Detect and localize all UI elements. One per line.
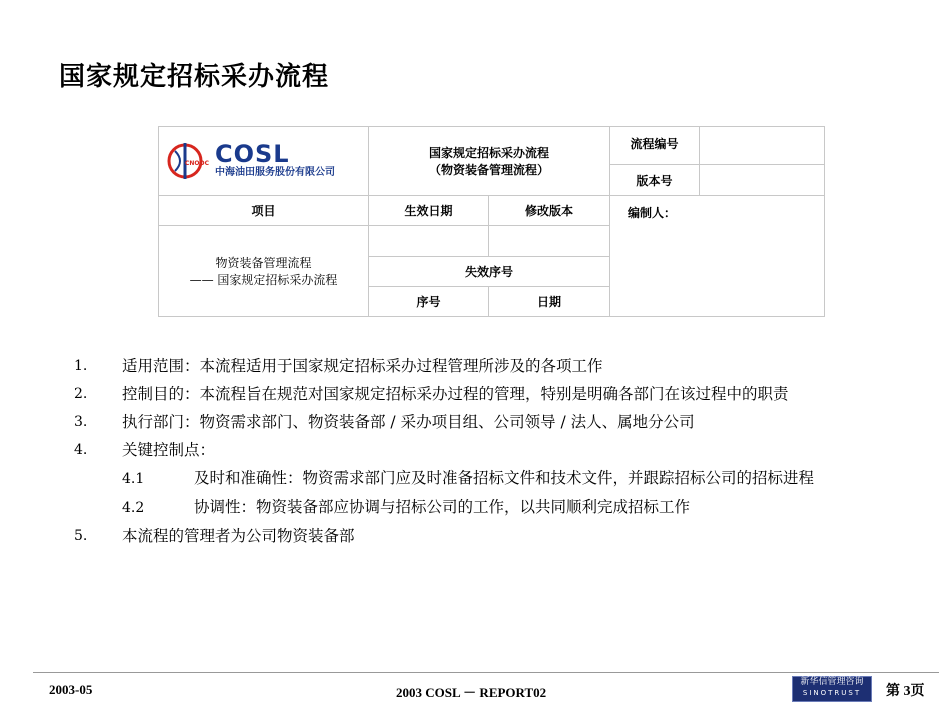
item-name-bold: 物资装备管理流程 — [215, 256, 312, 270]
sinotrust-logo-en: SINOTRUST — [802, 689, 862, 697]
revision-label: 修改版本 — [489, 196, 610, 226]
logo-cnooc-text: CNOOC — [185, 160, 210, 167]
item-name-cell — [159, 226, 369, 317]
list-subitem — [74, 466, 894, 491]
list-item — [74, 382, 894, 406]
list-item-number: 1. — [74, 358, 88, 374]
list-item — [74, 410, 894, 434]
sinotrust-logo-cn: 新华信管理咨询 — [800, 677, 864, 687]
flow-title-line2: （物资装备管理流程） — [429, 163, 550, 177]
sinotrust-logo — [792, 676, 872, 702]
list-item — [74, 354, 894, 378]
flow-title-cell — [369, 127, 610, 196]
list-item-text: 协调性：物资装备部应协调与招标公司的工作，以共同顺利完成招标工作 — [194, 498, 691, 516]
revision-value — [489, 226, 610, 257]
list-item-text: 本流程的管理者为公司物资装备部 — [122, 527, 355, 545]
list-item-number: 2. — [74, 386, 88, 402]
date-label: 日期 — [489, 287, 610, 317]
list-item-number: 4.1 — [122, 471, 145, 487]
item-name-sub: —— 国家规定招标采办流程 — [189, 273, 338, 287]
flow-number-value — [700, 127, 825, 165]
author-label: 编制人： — [610, 196, 825, 317]
logo-company-name: 中海油田服务股份有限公司 — [215, 167, 335, 178]
list-item-text: 适用范围：本流程适用于国家规定招标采办过程管理所涉及的各项工作 — [122, 357, 603, 375]
effective-date-value — [369, 226, 489, 257]
effective-date-label: 生效日期 — [369, 196, 489, 226]
item-label: 项目 — [159, 196, 369, 226]
list-item-number: 5. — [74, 528, 88, 544]
list-item-number: 4.2 — [122, 500, 145, 516]
list-item-text: 及时和准确性：物资需求部门应及时准备招标文件和技术文件，并跟踪招标公司的招标进程 — [194, 469, 815, 487]
footer-divider — [33, 672, 939, 673]
list-item-number: 3. — [74, 414, 88, 430]
content-list — [74, 354, 894, 552]
list-item-text: 控制目的：本流程旨在规范对国家规定招标采办过程的管理，特别是明确各部门在该过程中的职责 — [122, 385, 789, 403]
cosl-logo-icon — [165, 139, 213, 183]
version-label: 版本号 — [610, 165, 700, 196]
version-value — [700, 165, 825, 196]
footer-report-id: 2003 COSL － REPORT02 — [396, 685, 547, 700]
flow-number-label: 流程编号 — [610, 127, 700, 165]
list-item-number: 4. — [74, 442, 88, 458]
flow-title-line1: 国家规定招标采办流程 — [429, 146, 550, 160]
list-item-text: 执行部门：物资需求部门、物资装备部 / 采办项目组、公司领导 / 法人、属地分公司 — [122, 413, 695, 431]
expire-seq-label: 失效序号 — [369, 257, 610, 287]
process-header-table — [158, 126, 825, 317]
page-title: 国家规定招标采办流程 — [59, 62, 330, 92]
company-logo-cell — [159, 127, 369, 196]
list-item — [74, 524, 894, 548]
page-number: 第 3页 — [886, 684, 925, 699]
footer-date: 2003-05 — [49, 682, 93, 697]
list-item — [74, 438, 894, 462]
list-subitem — [74, 495, 894, 520]
seq-label: 序号 — [369, 287, 489, 317]
logo-cosl-text: COSL — [215, 140, 290, 168]
list-item-text: 关键控制点： — [122, 441, 216, 459]
